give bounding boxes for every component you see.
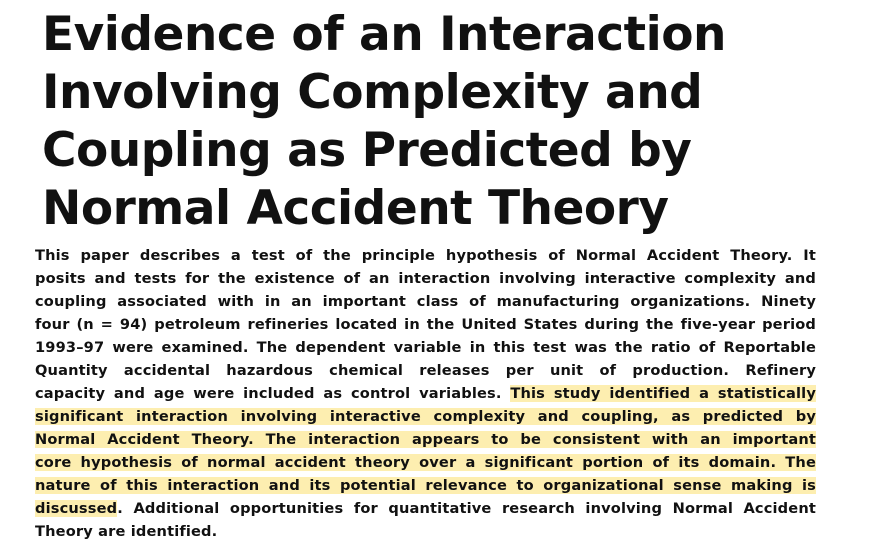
highlighted-text: significant interaction involving interactive complexity and coupling, as predicted by (35, 408, 816, 425)
abstract-line: Quantity accidental hazardous chemical releases per unit of production. Refinery (35, 362, 816, 379)
abstract-line: coupling associated with in an important class of manufacturing organizations. Ninety (35, 293, 816, 310)
title-line: Coupling as Predicted by (42, 123, 692, 178)
abstract-line: posits and tests for the existence of an interaction involving interactive complexity and (35, 270, 816, 287)
title-line: Involving Complexity and (42, 65, 703, 120)
title-line: Evidence of an Interaction (42, 7, 726, 62)
abstract-line (35, 474, 816, 497)
abstract-line: discussed. Additional opportunities for quantitative research involving Normal Accident (35, 500, 816, 517)
highlighted-text: Normal Accident Theory. The interaction appears to be consistent with an important (35, 431, 816, 448)
abstract-line: 1993–97 were examined. The dependent variable in this test was the ratio of Reportable (35, 339, 816, 356)
highlighted-text: nature of this interaction and its potential relevance to organizational sense making is (35, 477, 816, 494)
paper-title (42, 6, 862, 238)
title-line: Normal Accident Theory (42, 181, 669, 236)
highlighted-text: discussed (35, 500, 118, 517)
abstract-line (35, 451, 816, 474)
abstract-line: four (n = 94) petroleum refineries located in the United States during the five-year period (35, 316, 816, 333)
abstract-line: capacity and age were included as control variables. This study identified a statistically (35, 385, 816, 402)
abstract-line: This paper describes a test of the principle hypothesis of Normal Accident Theory. It (35, 247, 816, 264)
abstract-line (35, 405, 816, 428)
highlighted-text: This study identified a statistically (510, 385, 816, 402)
abstract-text (35, 244, 816, 543)
abstract-line: Theory are identified. (35, 523, 218, 540)
abstract-line (35, 428, 816, 451)
highlighted-text: core hypothesis of normal accident theory over a significant portion of its domain. The (35, 454, 816, 471)
